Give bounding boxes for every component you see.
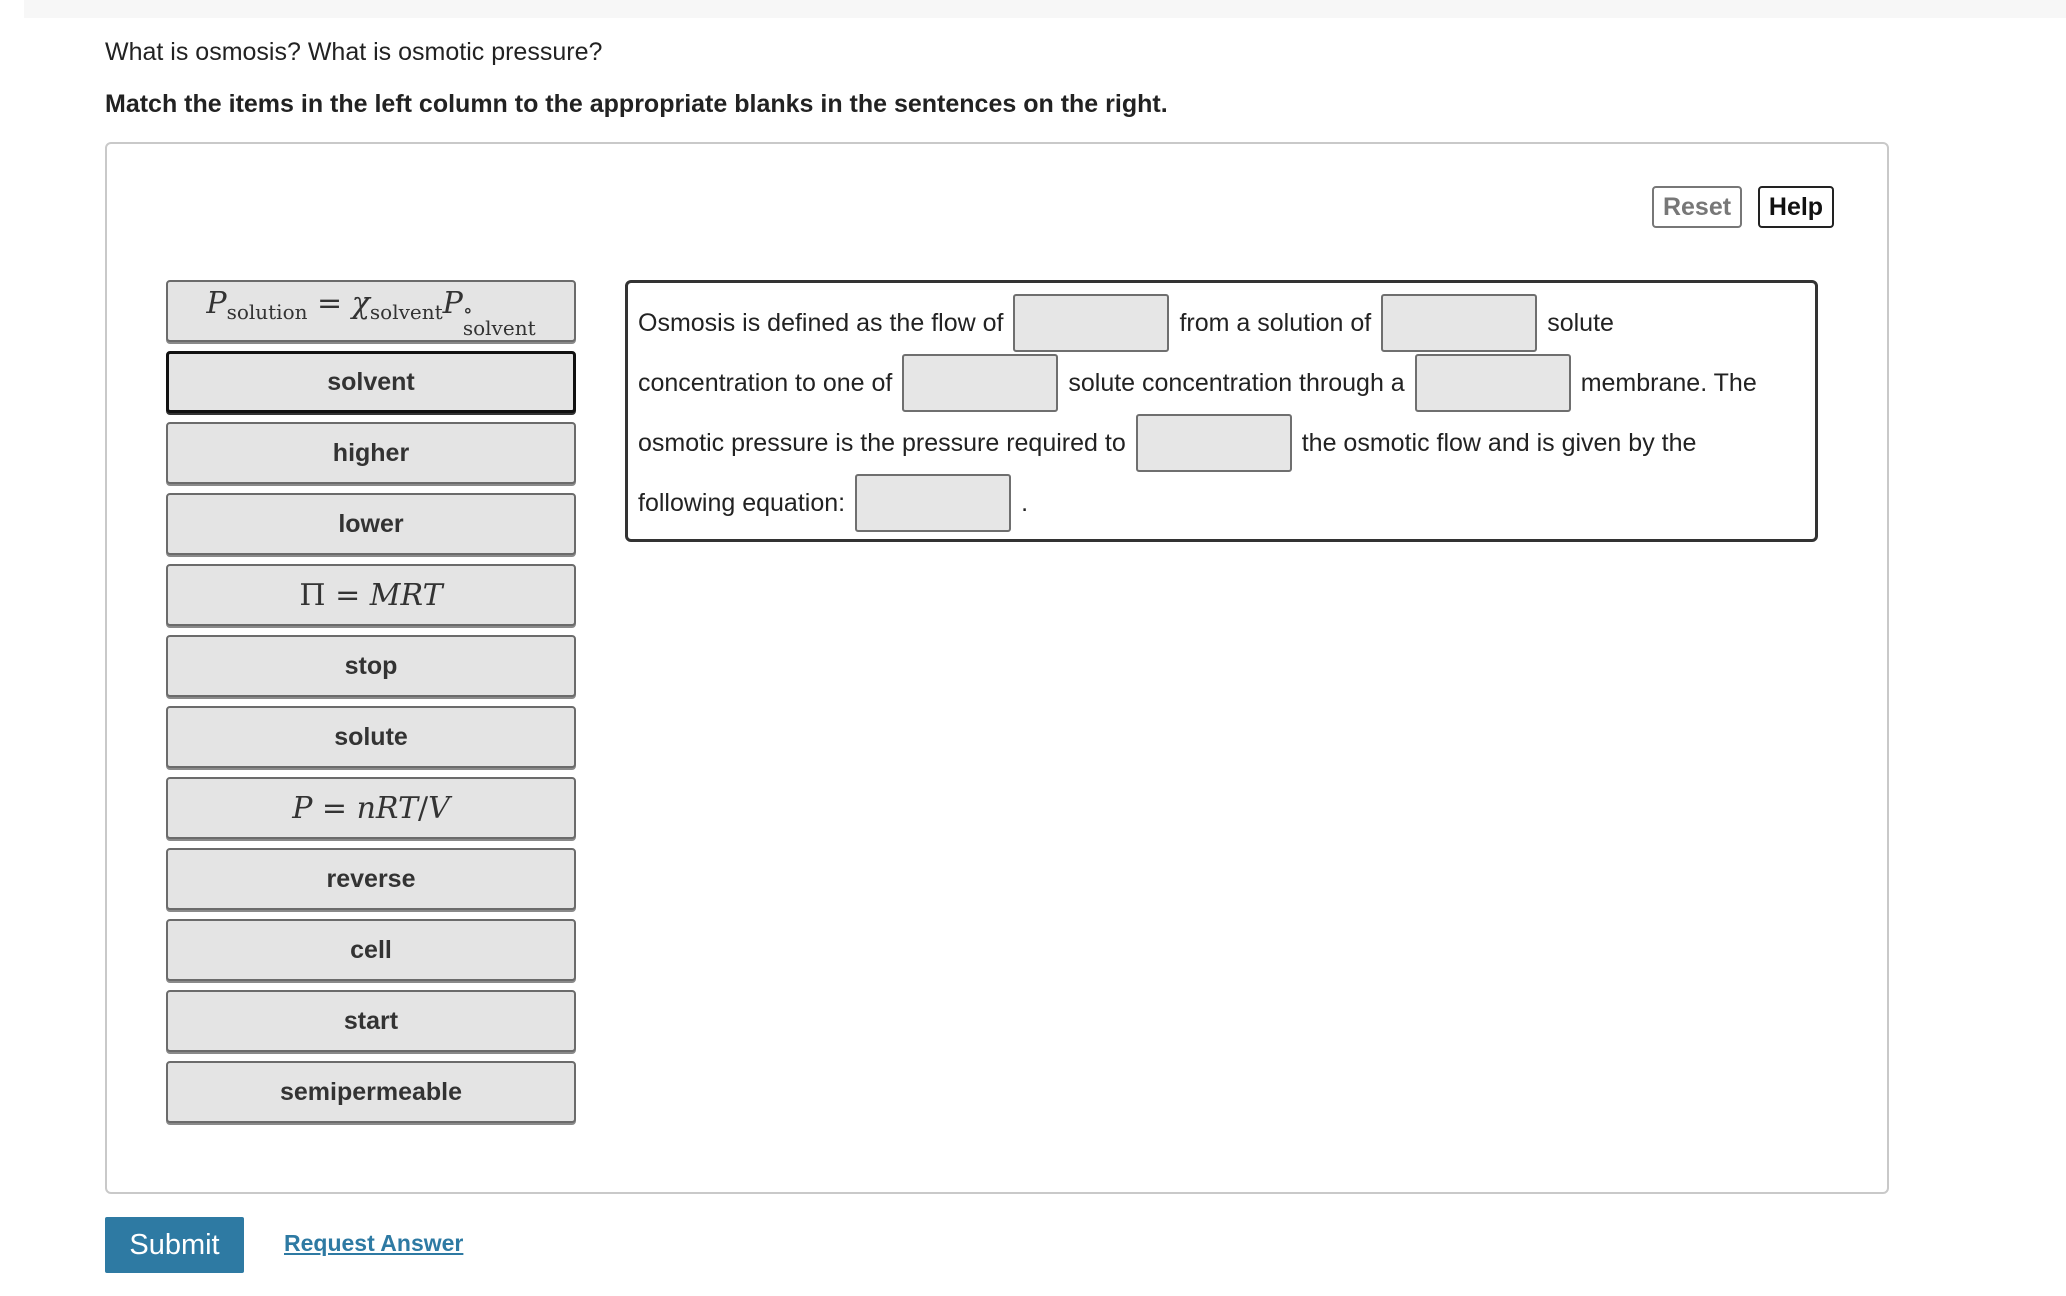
reset-button[interactable]: Reset <box>1652 186 1742 228</box>
item-solute[interactable]: solute <box>166 706 576 768</box>
sentence-text: following equation: <box>638 488 846 517</box>
blank-3[interactable] <box>902 354 1058 412</box>
item-lower[interactable]: lower <box>166 493 576 555</box>
blank-1[interactable] <box>1013 294 1169 352</box>
submit-button[interactable]: Submit <box>105 1217 244 1273</box>
sentence-line-2 <box>638 353 1757 413</box>
top-bar <box>24 0 2066 18</box>
sentence-text: . <box>1021 488 1029 517</box>
item-higher[interactable]: higher <box>166 422 576 484</box>
sentence-text: the osmotic flow and is given by the <box>1301 428 1697 457</box>
item-cell[interactable]: cell <box>166 919 576 981</box>
item-stop[interactable]: stop <box>166 635 576 697</box>
sentence-text: solute <box>1547 308 1614 337</box>
draggable-items-list <box>166 280 576 1132</box>
instruction-text: Match the items in the left column to the appropriate blanks in the sentences on the right. <box>105 90 1168 118</box>
item-raoults-law[interactable]: $P_{solution} = \chi_{solvent}P$ ∘ solvent <box>166 280 576 342</box>
question-text: What is osmosis? What is osmotic pressure? <box>105 38 603 66</box>
sentence-line-3 <box>638 413 1696 473</box>
sentence-text: membrane. The <box>1580 368 1757 397</box>
sentence-text: osmotic pressure is the pressure required to <box>638 428 1126 457</box>
sentence-line-4 <box>638 473 1028 533</box>
item-osmotic-pressure-equation[interactable]: Π = MRT <box>166 564 576 626</box>
request-answer-link[interactable]: Request Answer <box>284 1230 464 1256</box>
blank-6[interactable] <box>855 474 1011 532</box>
item-start[interactable]: start <box>166 990 576 1052</box>
sentence-text: concentration to one of <box>638 368 893 397</box>
sentence-box <box>625 280 1818 542</box>
blank-2[interactable] <box>1381 294 1537 352</box>
sentence-text: solute concentration through a <box>1068 368 1405 397</box>
sentence-line-1 <box>638 293 1614 353</box>
sentence-text: from a solution of <box>1179 308 1372 337</box>
item-semipermeable[interactable]: semipermeable <box>166 1061 576 1123</box>
blank-5[interactable] <box>1136 414 1292 472</box>
item-ideal-gas-equation[interactable]: P = nRT/V <box>166 777 576 839</box>
sentence-text: Osmosis is defined as the flow of <box>638 308 1004 337</box>
item-solvent[interactable]: solvent <box>166 351 576 413</box>
help-button[interactable]: Help <box>1758 186 1834 228</box>
item-reverse[interactable]: reverse <box>166 848 576 910</box>
blank-4[interactable] <box>1415 354 1571 412</box>
